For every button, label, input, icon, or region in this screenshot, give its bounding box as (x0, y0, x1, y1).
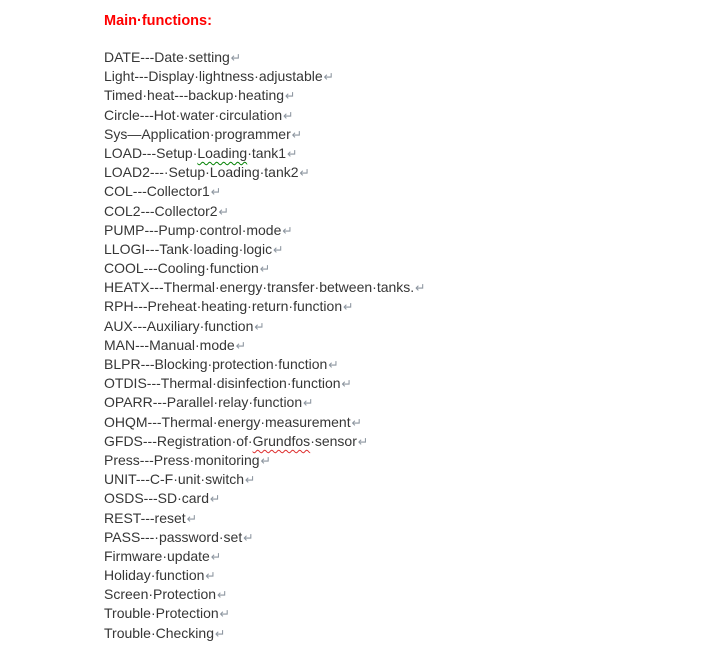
document-line (104, 393, 426, 412)
document-line (104, 297, 426, 316)
paragraph-mark-icon: ↵ (217, 587, 228, 603)
paragraph-mark-icon: ↵ (351, 414, 363, 430)
spelling-marked-word: Grundfos (252, 432, 311, 449)
line-text: MAN---Manual·mode (104, 336, 235, 353)
paragraph-mark-icon: ↵ (283, 107, 294, 123)
line-text: ·sensor (310, 432, 357, 449)
paragraph-mark-icon: ↵ (287, 145, 298, 161)
line-text: OPARR---Parallel·relay·function (104, 394, 303, 411)
document-line (104, 624, 426, 643)
paragraph-mark-icon: ↵ (273, 241, 284, 257)
document-line (104, 278, 426, 297)
document-line (104, 317, 426, 336)
document-line (104, 259, 426, 278)
line-text: LOAD2---·Setup·Loading·tank2 (104, 164, 299, 181)
document-line (104, 355, 426, 374)
document-line (104, 470, 426, 489)
line-text: LOAD---Setup· (104, 144, 198, 161)
line-text: OHQM---Thermal·energy·measurement (104, 413, 351, 430)
line-text: GFDS---Registration·of· (104, 432, 253, 449)
paragraph-mark-icon: ↵ (285, 88, 296, 104)
line-text: HEATX---Thermal·energy·transfer·between·tanks. (104, 279, 415, 296)
document-line (104, 182, 426, 201)
document-line (104, 509, 426, 528)
line-text: ·tank1 (247, 144, 287, 161)
line-text: Sys—Application·programmer (104, 125, 291, 142)
paragraph-mark-icon: ↵ (260, 452, 272, 468)
paragraph-mark-icon: ↵ (357, 433, 369, 449)
document-line (104, 566, 426, 585)
paragraph-mark-icon: ↵ (235, 337, 247, 353)
paragraph-mark-icon: ↵ (214, 625, 226, 641)
document-line (104, 432, 426, 451)
document-line (104, 240, 426, 259)
document-line (104, 451, 426, 470)
document-line (104, 106, 426, 125)
line-text: Holiday·function (104, 567, 205, 584)
line-text: REST---reset (104, 509, 186, 526)
paragraph-mark-icon: ↵ (323, 69, 335, 85)
paragraph-mark-icon: ↵ (282, 222, 293, 238)
paragraph-mark-icon: ↵ (210, 491, 221, 507)
paragraph-mark-icon: ↵ (303, 395, 314, 411)
paragraph-mark-icon: ↵ (219, 606, 231, 622)
paragraph-mark-icon: ↵ (343, 299, 354, 315)
paragraph-mark-icon: ↵ (245, 472, 256, 488)
line-text: PASS---·password·set (104, 528, 243, 545)
line-text: Screen·Protection (104, 586, 217, 603)
paragraph-mark-icon: ↵ (218, 203, 230, 219)
document-line (104, 528, 426, 547)
paragraph-mark-icon: ↵ (210, 184, 222, 200)
line-text: Light---Display·lightness·adjustable (104, 68, 323, 85)
line-text: Press---Press·monitoring (104, 451, 260, 468)
line-text: PUMP---Pump·control·mode (104, 221, 282, 238)
document-line (104, 125, 426, 144)
document-line (104, 48, 426, 67)
line-text: BLPR---Blocking·protection·function (104, 356, 328, 372)
paragraph-mark-icon: ↵ (259, 261, 271, 277)
line-text: Timed·heat---backup·heating (104, 87, 285, 104)
document-line (104, 202, 426, 221)
document-line (104, 604, 426, 623)
document-line (104, 67, 426, 86)
line-text: COL---Collector1 (104, 183, 210, 200)
line-text: Trouble·Protection (104, 605, 219, 622)
document-line (104, 221, 426, 240)
document-line (104, 374, 426, 393)
line-text: Firmware·update (104, 547, 210, 564)
paragraph-mark-icon: ↵ (210, 548, 222, 564)
line-text: LLOGI---Tank·loading·logic (104, 240, 273, 257)
paragraph-mark-icon: ↵ (205, 568, 216, 584)
paragraph-mark-icon: ↵ (243, 529, 254, 545)
line-text: COL2---Collector2 (104, 202, 218, 219)
paragraph-mark-icon: ↵ (254, 318, 265, 334)
line-text: UNIT---C-F·unit·switch (104, 471, 244, 488)
paragraph-mark-icon: ↵ (328, 357, 339, 372)
paragraph-mark-icon: ↵ (230, 50, 242, 65)
line-text: OTDIS---Thermal·disinfection·function (104, 375, 341, 392)
line-text: Trouble·Checking (104, 624, 214, 641)
document-line (104, 547, 426, 566)
line-text: OSDS---SD·card (104, 490, 210, 507)
line-text: Circle---Hot·water·circulation (104, 106, 283, 123)
line-text: DATE---Date·setting (104, 49, 230, 65)
paragraph-mark-icon: ↵ (341, 376, 352, 392)
document-line (104, 489, 426, 508)
function-list (104, 48, 426, 643)
line-text: COOL---Cooling·function (104, 260, 259, 277)
document-line (104, 144, 426, 163)
document-line (104, 336, 426, 355)
paragraph-mark-icon: ↵ (299, 165, 311, 181)
paragraph-mark-icon: ↵ (186, 510, 198, 526)
page-title: Main·functions: (104, 13, 212, 29)
document-line (104, 86, 426, 105)
document-line (104, 163, 426, 182)
paragraph-mark-icon: ↵ (291, 126, 303, 142)
grammar-marked-word: Loading (197, 144, 248, 161)
line-text: AUX---Auxiliary·function (104, 317, 254, 334)
paragraph-mark-icon: ↵ (415, 280, 426, 296)
document-line (104, 585, 426, 604)
line-text: RPH---Preheat·heating·return·function (104, 298, 343, 315)
document-line (104, 413, 426, 432)
